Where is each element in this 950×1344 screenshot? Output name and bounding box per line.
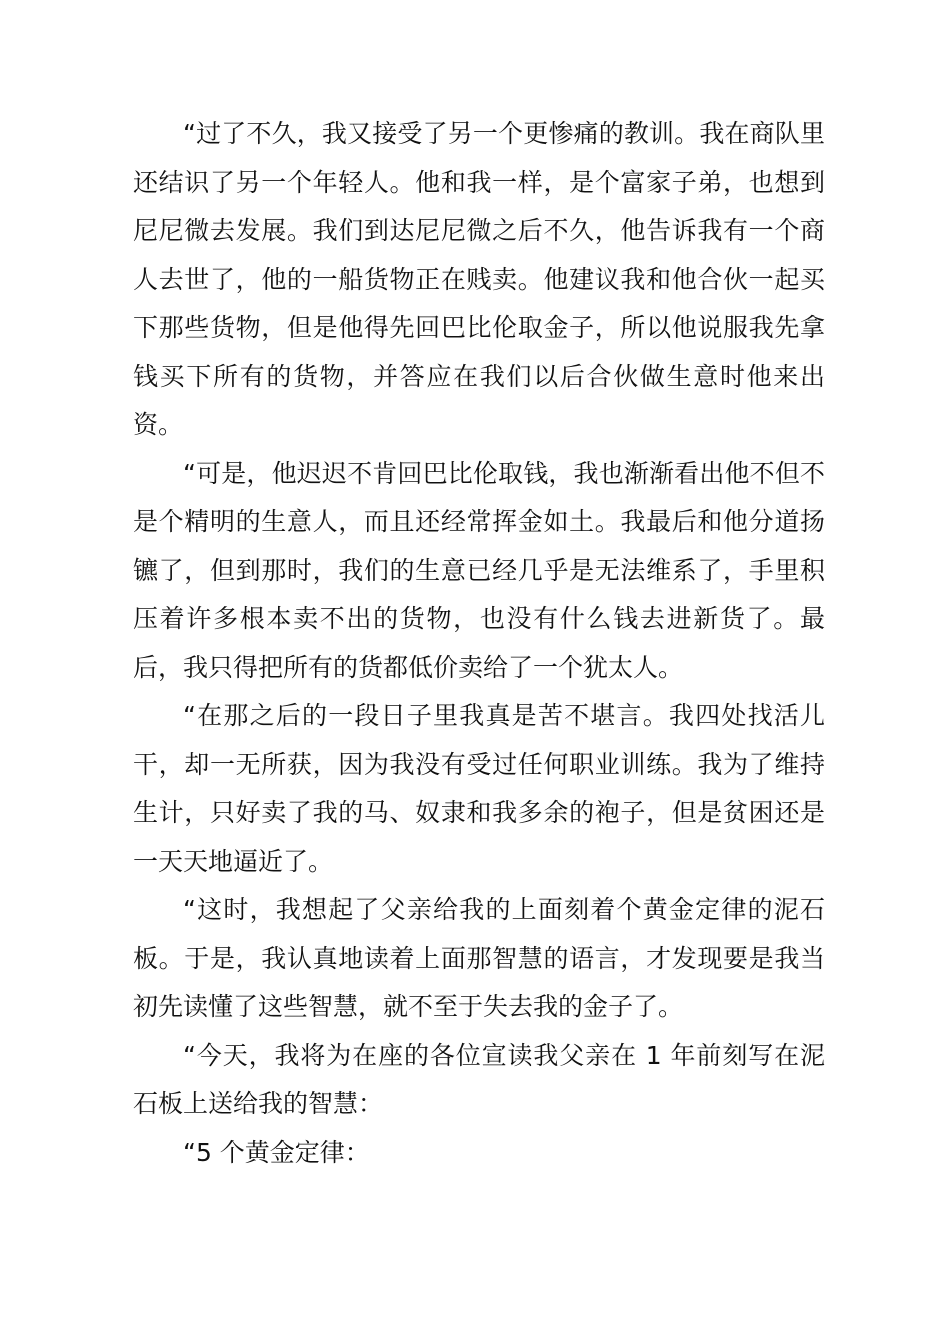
paragraph-6: “5 个黄金定律： <box>183 1137 370 1167</box>
paragraph-2: “可是，他迟迟不肯回巴比伦取钱，我也渐渐看出他不但不是个精明的生意人，而且还经常挥金如土。我最后和他分道扬镳了，但到那时，我们的生意已经几乎是无法维系了，手里积压着许多根本卖不出的货物，也没有什么钱去进新货了。最后，我只得把所有的货都低价卖给了一个犹太人。 <box>133 458 825 682</box>
paragraph-3: “在那之后的一段日子里我真是苦不堪言。我四处找活儿干，却一无所获，因为我没有受过任何职业训练。我为了维持生计，只好卖了我的马、奴隶和我多余的袍子，但是贫困还是一天天地逼近了。 <box>133 701 825 876</box>
paragraph-1: “过了不久，我又接受了另一个更惨痛的教训。我在商队里还结识了另一个年轻人。他和我一样，是个富家子弟，也想到尼尼微去发展。我们到达尼尼微之后不久，他告诉我有一个商人去世了，他的一船货物正在贱卖。他建议我和他合伙一起买下那些货物，但是他得先回巴比伦取金子，所以他说服我先拿钱买下所有的货物，并答应在我们以后合伙做生意时他来出资。 <box>133 119 825 439</box>
paragraph-5: “今天，我将为在座的各位宣读我父亲在 1 年前刻写在泥石板上送给我的智慧： <box>133 1040 825 1118</box>
paragraph-4: “这时，我想起了父亲给我的上面刻着个黄金定律的泥石板。于是，我认真地读着上面那智慧的语言，才发现要是我当初先读懂了这些智慧，就不至于失去我的金子了。 <box>133 895 825 1021</box>
body-text <box>133 110 825 1177</box>
